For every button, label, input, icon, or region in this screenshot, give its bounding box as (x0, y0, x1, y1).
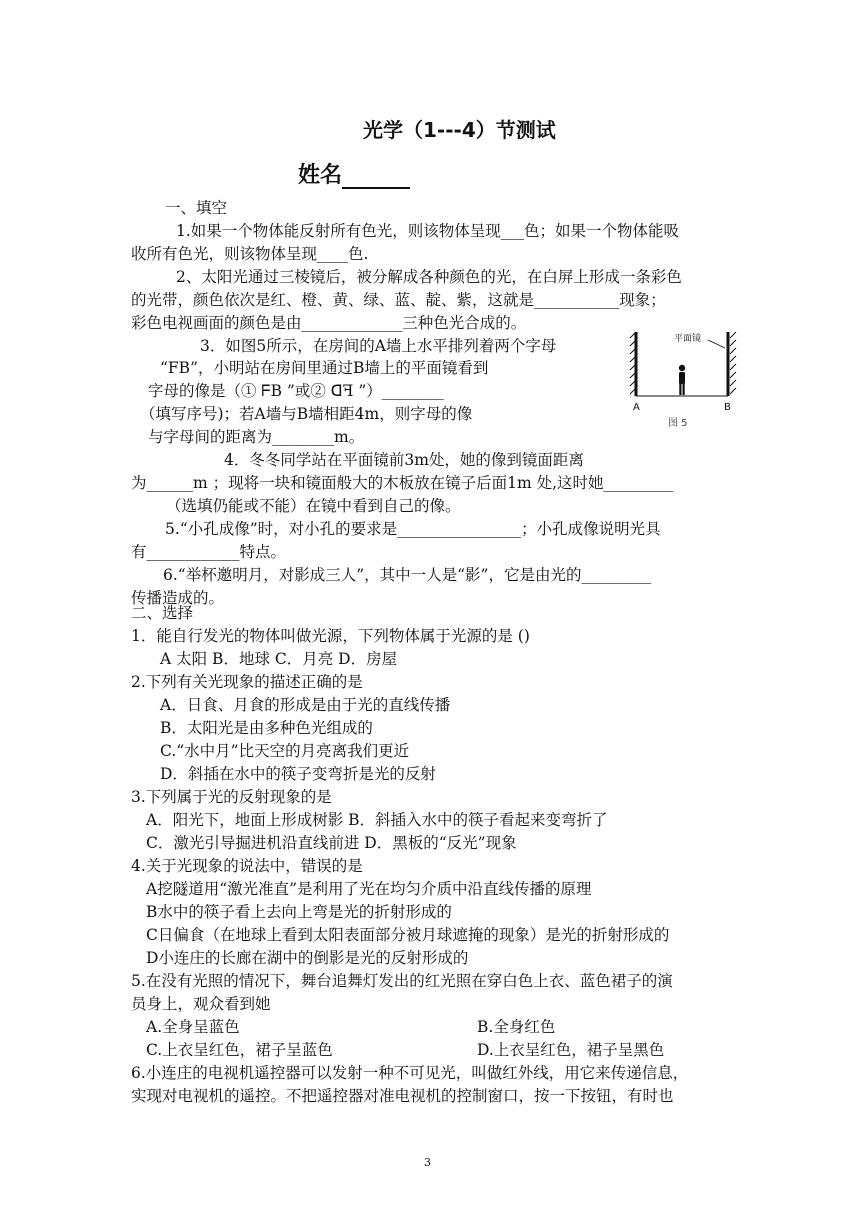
question-line: （填写序号)；若A墙与B墙相距4m，则字母的像 (140, 405, 473, 423)
option-line: D．斜插在水中的筷子变弯折是光的反射 (160, 765, 436, 783)
option-line: C日偏食（在地球上看到太阳表面部分被月球遮掩的现象）是光的折射形成的 (146, 926, 670, 944)
option-line: B.全身红色 (477, 1018, 556, 1036)
question-line: 2.下列有关光现象的描述正确的是 (131, 673, 363, 691)
question-line: 3.下列属于光的反射现象的是 (131, 788, 332, 806)
question-line: 2、太阳光通过三棱镜后，被分解成各种颜色的光，在白屏上形成一条彩色 (176, 268, 682, 286)
option-line: D小连庄的长廊在湖中的倒影是光的反射形成的 (146, 949, 469, 967)
question-line: 4．冬冬同学站在平面镜前3m处，她的像到镜面距离 (224, 451, 584, 469)
option-line: B．太阳光是由多种色光组成的 (160, 719, 373, 737)
option-line: D.上衣呈红色，裙子呈黑色 (477, 1041, 665, 1059)
person-icon (679, 365, 685, 395)
option-line: C．激光引导掘进机沿直线前进 D．黑板的“反光”现象 (146, 834, 517, 852)
mirror-room-figure (624, 326, 748, 432)
option-line: A．日食、月食的形成是由于光的直线传播 (160, 696, 451, 714)
section-heading-choice: 二、选择 (131, 604, 194, 622)
question-line: 实现对电视机的遥控。不把遥控器对准电视机的控制窗口，按一下按钮，有时也 (131, 1087, 674, 1105)
option-line: C.上衣呈红色，裙子呈蓝色 (146, 1041, 333, 1059)
name-blank (342, 167, 410, 189)
question-line: 与字母间的距离为________m。 (148, 428, 365, 446)
section-heading-fill: 一、填空 (165, 199, 228, 217)
question-line: 3．如图5所示，在房间的A墙上水平排列着两个字母 (200, 337, 557, 355)
figure-caption: 图 5 (668, 418, 688, 429)
wall-a-label: A (633, 402, 640, 413)
question-line: 字母的像是（① ᖴB ”或② ꓷꟻ ”）________ (148, 382, 444, 400)
option-line: A．阳光下，地面上形成树影 B．斜插入水中的筷子看起来变弯折了 (146, 811, 608, 829)
option-line: A 太阳 B．地球 C．月亮 D．房屋 (160, 650, 398, 668)
name-field (298, 158, 410, 189)
name-label: 姓名 (298, 163, 343, 188)
question-line: 1．能自行发光的物体叫做光源，下列物体属于光源的是 () (131, 627, 530, 645)
option-line: B水中的筷子看上去向上弯是光的折射形成的 (146, 903, 452, 921)
option-line: A.全身呈蓝色 (146, 1018, 240, 1036)
question-line: “FB”，小明站在房间里通过B墙上的平面镜看到 (160, 359, 489, 377)
option-line: A挖隧道用“激光准直”是利用了光在均匀介质中沿直线传播的原理 (146, 880, 592, 898)
question-line: 彩色电视画面的颜色是由_____________三种色光合成的。 (131, 314, 527, 332)
question-line: 的光带，颜色依次是红、橙、黄、绿、蓝、靛、紫，这就是___________现象； (131, 291, 666, 309)
question-line: （选填仍能或不能）在镜中看到自己的像。 (166, 497, 461, 515)
question-line: 为______m ；现将一块和镜面般大的木板放在镜子后面1m 处,这时她_________ (131, 474, 674, 492)
option-line: C.“水中月”比天空的月亮离我们更近 (160, 742, 410, 760)
question-line: 5.在没有光照的情况下，舞台追舞灯发出的红光照在穿白色上衣、蓝色裙子的演 (131, 972, 673, 990)
page-title: 光学（1---4）节测试 (363, 118, 556, 142)
question-line: 收所有色光，则该物体呈现____色. (131, 245, 369, 263)
wall-b-label: B (724, 402, 731, 413)
question-line: 5.“小孔成像”时，对小孔的要求是________________；小孔成像说明光具 (165, 520, 661, 538)
question-line: 6.小连庄的电视机遥控器可以发射一种不可见光，叫做红外线，用它来传递信息， (131, 1064, 689, 1082)
question-line: 有____________特点。 (131, 543, 287, 561)
question-line: 员身上，观众看到她 (131, 995, 271, 1013)
question-line: 6.“举杯邀明月，对影成三人”，其中一人是“影”，它是由光的_________ (163, 566, 652, 584)
question-line: 4.关于光现象的说法中，错误的是 (131, 857, 363, 875)
question-line: 1.如果一个物体能反射所有色光，则该物体呈现___色；如果一个物体能吸 (176, 222, 680, 240)
mirror-label: 平面镜 (674, 334, 702, 344)
question-line: 传播造成的。 (131, 589, 225, 607)
page-number: 3 (424, 1156, 431, 1169)
